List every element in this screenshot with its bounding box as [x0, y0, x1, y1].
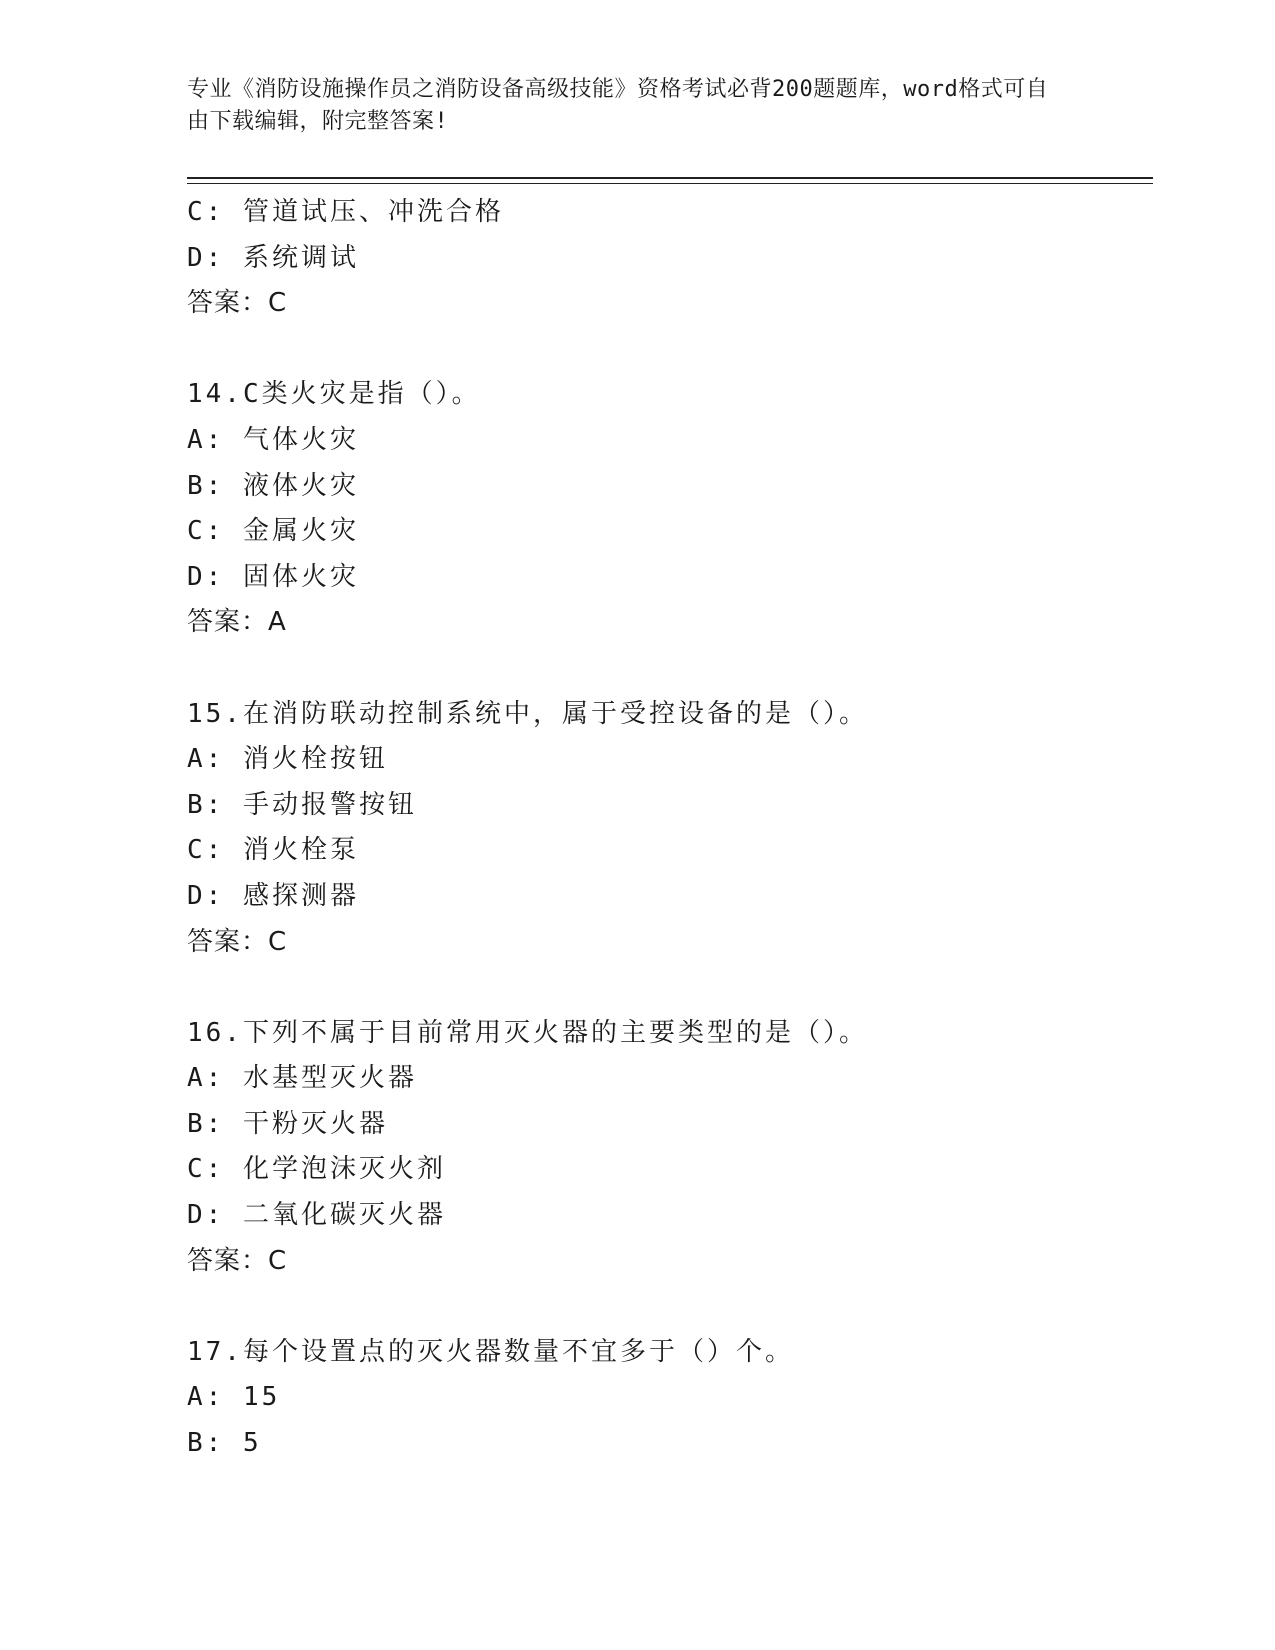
- question-17: [187, 1330, 1153, 1467]
- option-d: D: 感探测器: [187, 880, 359, 911]
- answer-line: 答案：C: [187, 926, 288, 957]
- option-b: B: 手动报警按钮: [187, 789, 417, 820]
- header-divider-thick: [187, 177, 1153, 179]
- question-14: [187, 372, 1153, 646]
- option-a: A: 消火栓按钮: [187, 744, 388, 775]
- question-16: [187, 1011, 1153, 1285]
- question-15: [187, 692, 1153, 966]
- option-b: B: 液体火灾: [187, 470, 359, 501]
- document-header: 专业《消防设施操作员之消防设备高级技能》资格考试必背200题题库，word格式可自由下载编辑，附完整答案!: [187, 77, 1049, 134]
- answer-line: 答案：C: [187, 288, 288, 319]
- option-b: B: 5: [187, 1428, 262, 1459]
- option-d: D: 系统调试: [187, 242, 359, 273]
- option-c: C: 消火栓泵: [187, 835, 359, 866]
- question-stem: 15.在消防联动控制系统中，属于受控设备的是（）。: [187, 698, 868, 729]
- answer-line: 答案：C: [187, 1245, 288, 1276]
- question-stem: 16.下列不属于目前常用灭火器的主要类型的是（）。: [187, 1017, 868, 1048]
- option-b: B: 干粉灭火器: [187, 1108, 388, 1139]
- continued-question: [187, 190, 1153, 327]
- option-c: C: 管道试压、冲洗合格: [187, 197, 504, 227]
- question-list: [187, 190, 1153, 1467]
- question-stem: 17.每个设置点的灭火器数量不宜多于（）个。: [187, 1336, 794, 1367]
- option-a: A: 水基型灭火器: [187, 1063, 417, 1094]
- option-a: A: 气体火灾: [187, 424, 359, 455]
- option-a: A: 15: [187, 1382, 281, 1413]
- option-c: C: 金属火灾: [187, 516, 359, 547]
- header-divider-thin: [187, 183, 1153, 184]
- question-stem: 14.C类火灾是指（）。: [187, 379, 481, 410]
- option-c: C: 化学泡沫灭火剂: [187, 1154, 446, 1185]
- answer-line: 答案：A: [187, 607, 287, 638]
- option-d: D: 固体火灾: [187, 561, 359, 592]
- option-d: D: 二氧化碳灭火器: [187, 1200, 446, 1231]
